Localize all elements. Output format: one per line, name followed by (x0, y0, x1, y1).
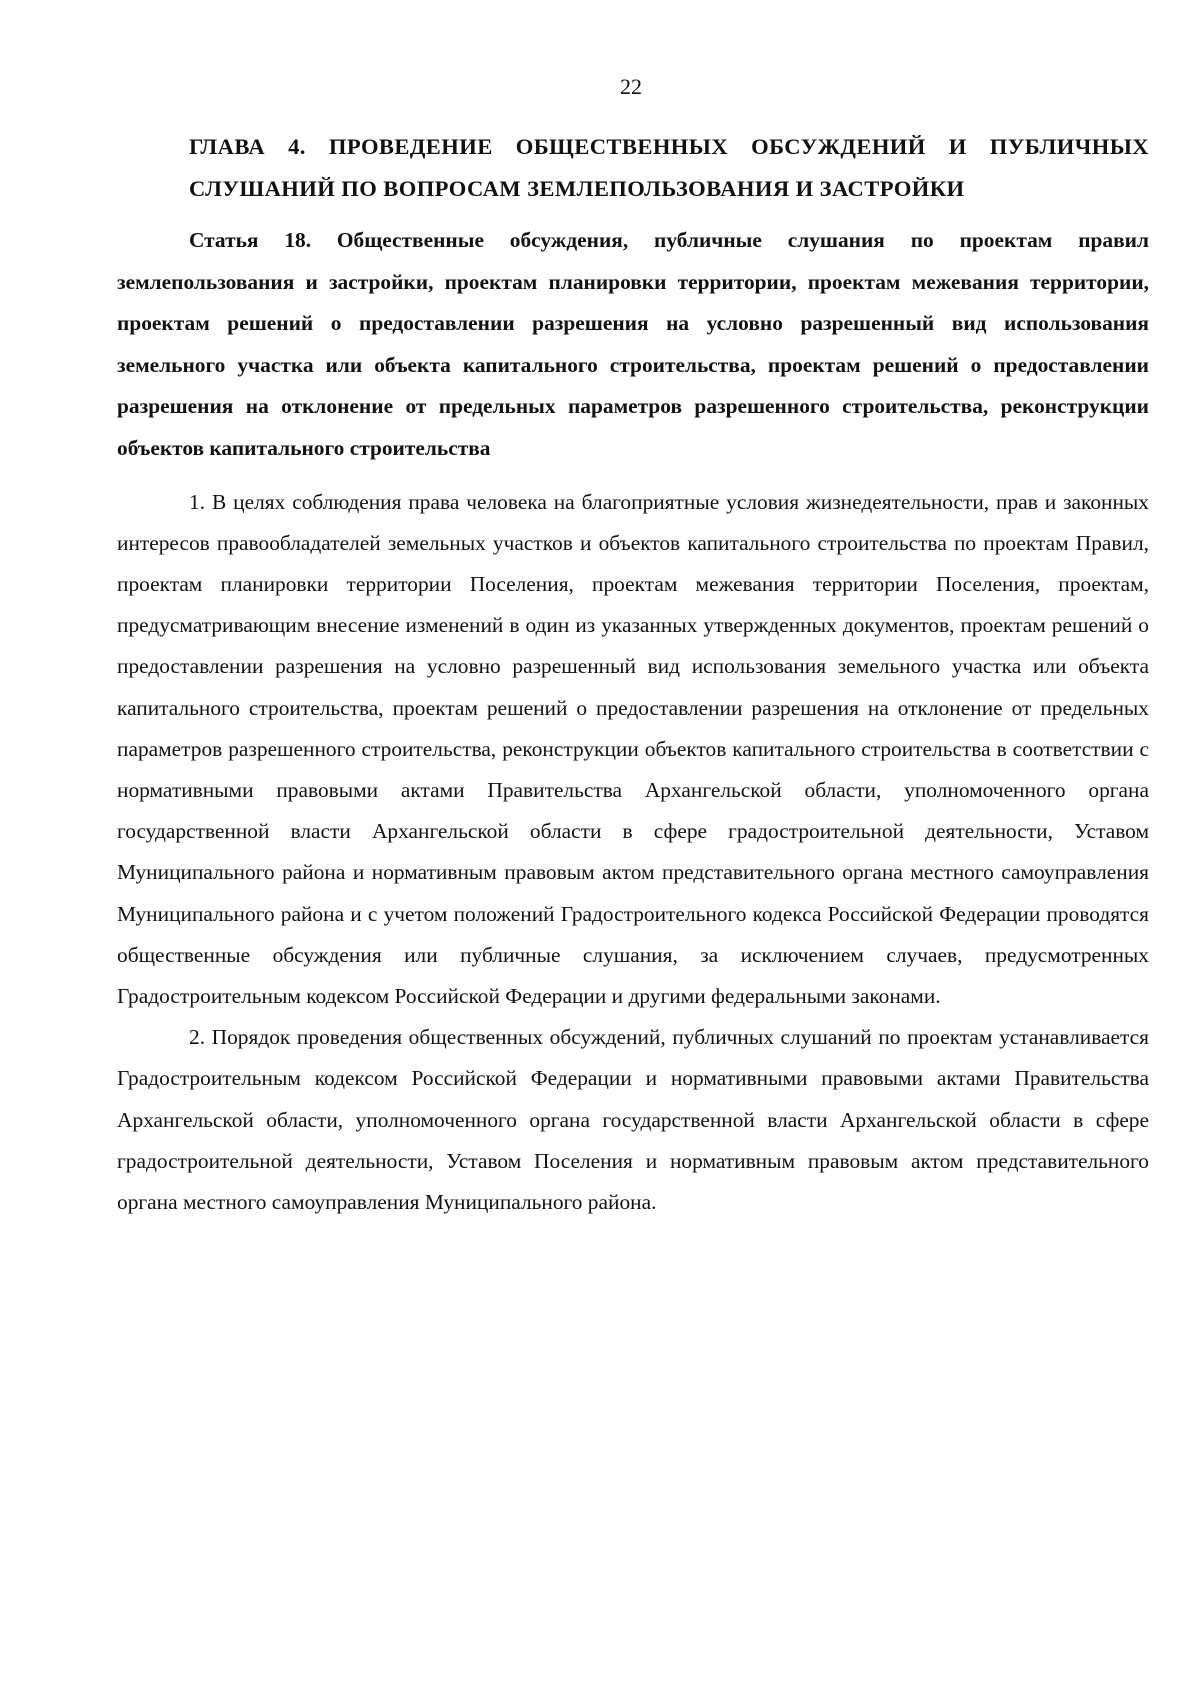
paragraph-1: 1. В целях соблюдения права человека на благоприятные условия жизнедеятельности, прав и законных интересов правообладателей земельных участков и объектов капитального строительства по проектам Правил, проектам планировки территории Поселения, проектам межевания территории Поселения, проектам, предусматривающим внесение изменений в один из указанных утвержденных документов, проектам решений о предоставлении разрешения на условно разрешенный вид использования земельного участка или объекта капитального строительства, проектам решений о предоставлении разрешения на отклонение от предельных параметров разрешенного строительства, реконструкции объектов капитального строительства в соответствии с нормативными правовыми актами Правительства Архангельской области, уполномоченного органа государственной власти Архангельской области в сфере градостроительной деятельности, Уставом Муниципального района и нормативным правовым актом представительного органа местного самоуправления Муниципального района и с учетом положений Градостроительного кодекса Российской Федерации проводятся общественные обсуждения или публичные слушания, за исключением случаев, предусмотренных Градостроительным кодексом Российской Федерации и другими федеральными законами. (117, 489, 1149, 1008)
chapter-title: ГЛАВА 4. ПРОВЕДЕНИЕ ОБЩЕСТВЕННЫХ ОБСУЖДЕНИЙ И ПУБЛИЧНЫХ СЛУШАНИЙ ПО ВОПРОСАМ ЗЕМЛЕПОЛЬЗОВАНИЯ И ЗАСТРОЙКИ (189, 134, 1149, 201)
paragraph-2: 2. Порядок проведения общественных обсуждений, публичных слушаний по проектам устанавливается Градостроительным кодексом Российской Федерации и нормативными правовыми актами Правительства Архангельской области, уполномоченного органа государственной власти Архангельской области в сфере градостроительной деятельности, Уставом Поселения и нормативным правовым актом представительного органа местного самоуправления Муниципального района. (117, 1025, 1149, 1215)
document-body (117, 126, 1149, 1223)
page-number: 22 (620, 74, 642, 99)
article-title: Статья 18. Общественные обсуждения, публичные слушания по проектам правил землепользования и застройки, проектам планировки территории, проектам межевания территории, проектам решений о предоставлении разрешения на условно разрешенный вид использования земельного участка или объекта капитального строительства, проектам решений о предоставлении разрешения на отклонение от предельных параметров разрешенного строительства, реконструкции объектов капитального строительства (117, 228, 1149, 460)
